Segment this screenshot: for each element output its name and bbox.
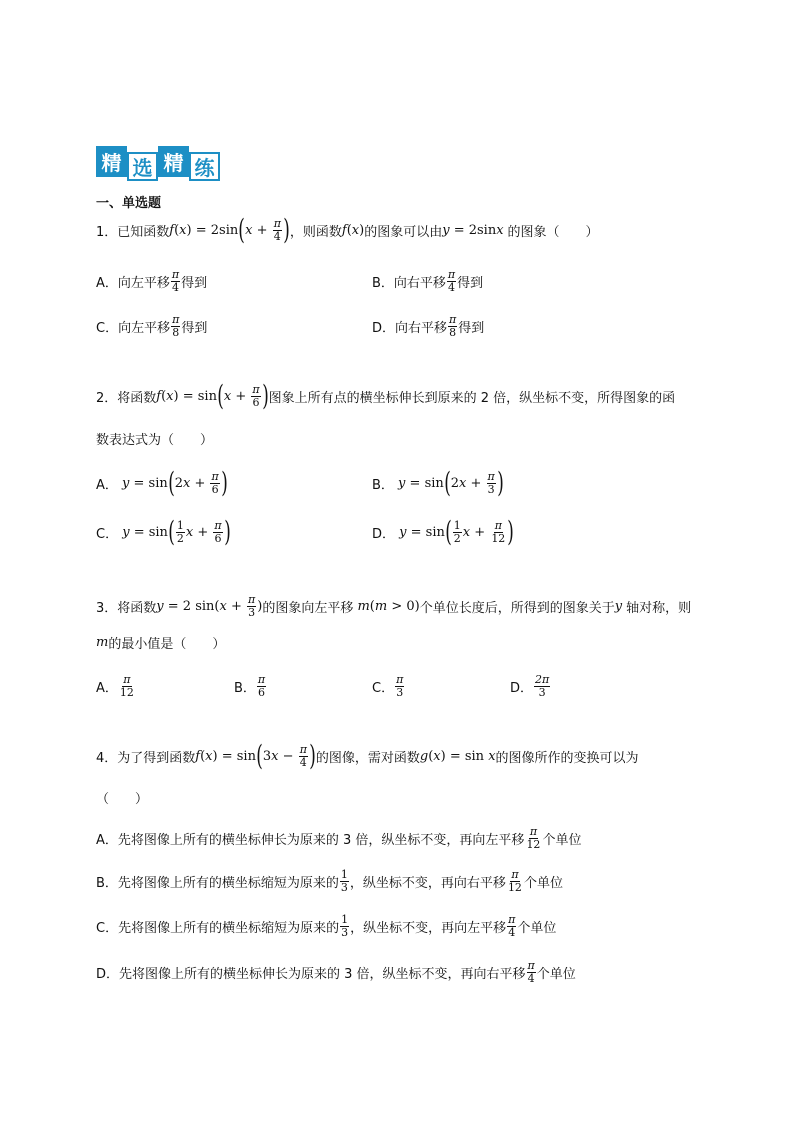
q4-mid: 的图像，需对函数 [315,750,420,766]
q2-line2: 数表达式为（ ） [96,432,214,448]
q3-mid: 的图象向左平移 [262,600,354,616]
jingxuan-jinglian-badge [96,146,220,181]
badge-char-1: 精 [96,146,127,177]
q3-mid2: 个单位长度后，所得到的图象关于 [419,600,615,616]
question-4: 4．为了得到函数 f ( x ) = sin ( 3 x − $\frac{\pi}{4}$ ) 的图像，需对函数 g ( x ) = sin x 的图像所作的变换可以为 [96,739,639,772]
q2-option-b[interactable]: B． y = sin ( 2 x + $\frac{\pi}{3}$ ) [372,466,504,499]
q2-option-a[interactable]: A． y = sin ( 2 x + $\frac{\pi}{6}$ ) [96,466,228,499]
q3-option-b[interactable]: B． $\frac{\pi}{6}$ [234,672,266,699]
q4-mid2: 的图像所作的变换可以为 [495,750,639,766]
q2-option-d[interactable]: D． y = sin ( $\frac{1}{2}$ x + $\frac{\pi}{12}$ ) [372,515,515,548]
q2-option-c[interactable]: C． y = sin ( $\frac{1}{2}$ x + $\frac{\pi}{6}$ ) [96,515,231,548]
q3-option-a[interactable]: A． $\frac{\pi}{12}$ [96,672,134,699]
q1-option-a[interactable]: A．向左平移 $\frac{\pi}{4}$ 得到 [96,267,208,294]
q4-option-a[interactable]: A．先将图像上所有的横坐标伸长为原来的 3 倍，纵坐标不变，再向左平移 $\frac{\pi}{12}$ 个单位 [96,824,582,851]
q1-option-c[interactable]: C．向左平移 $\frac{\pi}{8}$ 得到 [96,312,208,339]
question-3: 3．将函数 y = 2 sin( x + $\frac{\pi}{3}$ ) 的图象向左平移 m ( m > 0) 个单位长度后，所得到的图象关于 y 轴对称，则 [96,592,692,619]
q3-option-c[interactable]: C． $\frac{\pi}{3}$ [372,672,404,699]
badge-char-4: 练 [189,152,220,181]
q2-mid: 图象上所有点的横坐标伸长到原来的 2 倍，纵坐标不变，所得图象的函 [268,390,676,406]
q1-mid2: 的图象可以由 [364,224,443,240]
q4-stem: 4．为了得到函数 [96,750,196,766]
badge-char-3: 精 [158,146,189,177]
badge-char-2: 选 [127,152,158,181]
q1-stem: 1．已知函数 [96,224,170,240]
q3-line2: m 的最小值是（ ） [96,634,226,652]
q1-mid: ，则函数 [289,224,342,240]
q1-end: 的图象（ ） [507,224,599,240]
q3-stem: 3．将函数 [96,600,157,616]
q4-option-d[interactable]: D．先将图像上所有的横坐标伸长为原来的 3 倍，纵坐标不变，再向右平移 $\frac{\pi}{4}$ 个单位 [96,958,576,985]
question-1: 1．已知函数 f ( x ) = 2sin ( x + $\frac{\pi}{4}$ ) ，则函数 f ( x ) 的图象可以由 y = 2sin x 的图象（ ） [96,213,599,246]
q4-option-c[interactable]: C．先将图像上所有的横坐标缩短为原来的 $\frac{1}{3}$ ，纵坐标不变，再向左平移 $\frac{\pi}{4}$ 个单位 [96,912,557,939]
q2-stem: 2．将函数 [96,390,157,406]
q3-option-d[interactable]: D． $\frac{2\pi}{3}$ [510,672,550,699]
q1-option-b[interactable]: B．向右平移 $\frac{\pi}{4}$ 得到 [372,267,484,294]
q1-option-d[interactable]: D．向右平移 $\frac{\pi}{8}$ 得到 [372,312,485,339]
question-2: 2．将函数 f ( x ) = sin ( x + $\frac{\pi}{6}$ ) 图象上所有点的横坐标伸长到原来的 2 倍，纵坐标不变，所得图象的函 [96,379,676,412]
section-title: 一、单选题 [96,196,162,211]
q4-option-b[interactable]: B．先将图像上所有的横坐标缩短为原来的 $\frac{1}{3}$ ，纵坐标不变，再向右平移 $\frac{\pi}{12}$ 个单位 [96,867,563,894]
q4-line2: （ ） [96,791,149,807]
q3-mid3: 轴对称，则 [626,600,692,616]
